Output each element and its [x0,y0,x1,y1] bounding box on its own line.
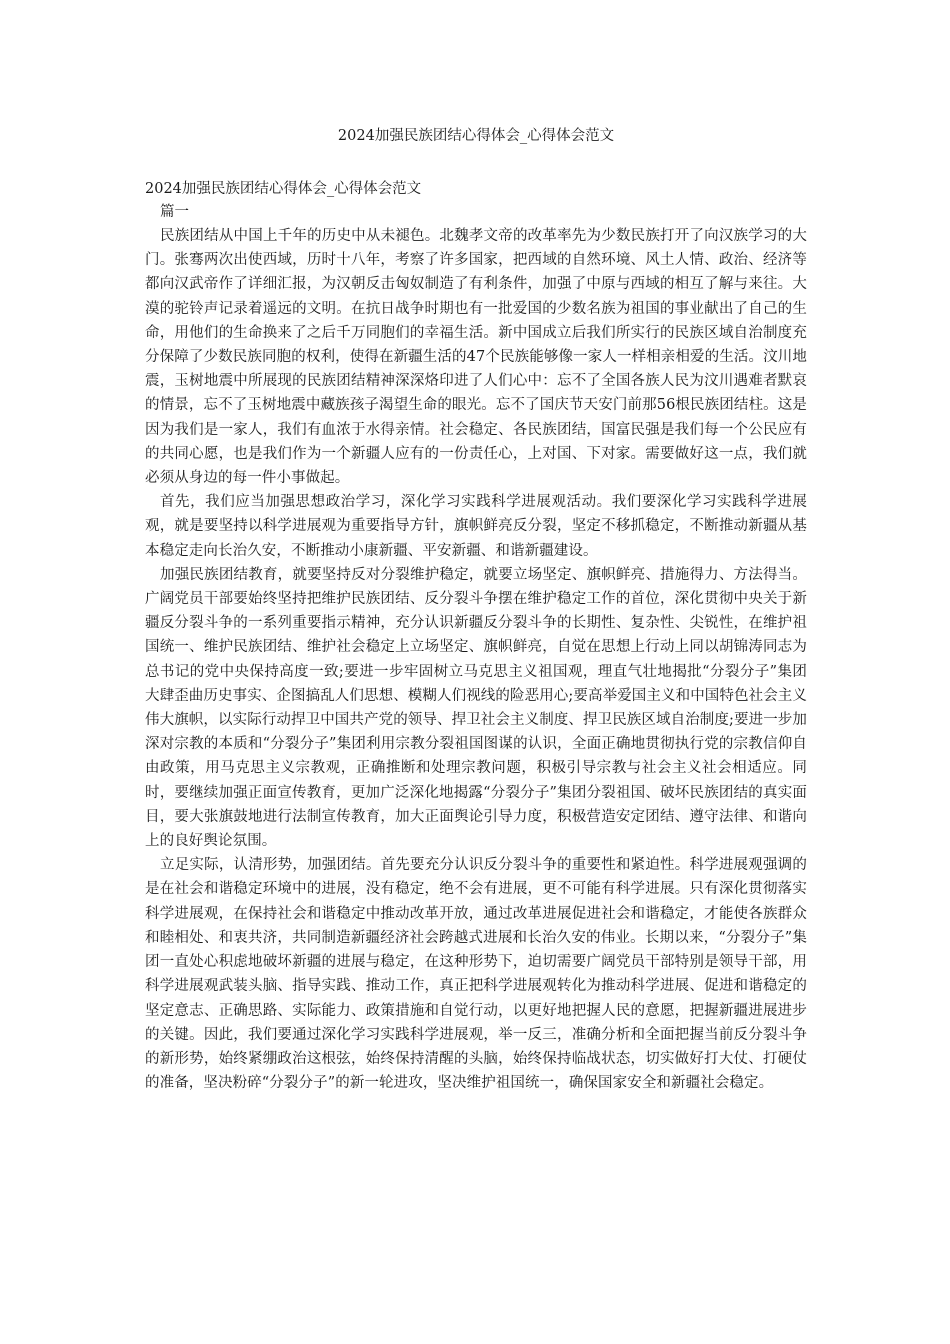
paragraph-3: 加强民族团结教育，就要坚持反对分裂维护稳定，就要立场坚定、旗帜鲜亮、措施得力、方法得当。广阔党员干部要始终坚持把维护民族团结、反分裂斗争摆在维护稳定工作的首位，深化贯彻中央关于新疆反分裂斗争的一系列重要指示精神，充分认识新疆反分裂斗争的长期性、复杂性、尖锐性，在维护祖国统一、维护民族团结、维护社会稳定上立场坚定、旗帜鲜亮，自觉在思想上行动上同以胡锦涛同志为总书记的党中央保持高度一致;要进一步牢固树立马克思主义祖国观，理直气壮地揭批“分裂分子”集团大肆歪曲历史事实、企图搞乱人们思想、模糊人们视线的险恶用心;要高举爱国主义和中国特色社会主义伟大旗帜，以实际行动捍卫中国共产党的领导、捍卫社会主义制度、捍卫民族区域自治制度;要进一步加深对宗教的本质和“分裂分子”集团利用宗教分裂祖国图谋的认识，全面正确地贯彻执行党的宗教信仰自由政策，用马克思主义宗教观，正确推断和处理宗教问题，积极引导宗教与社会主义社会相适应。同时，要继续加强正面宣传教育，更加广泛深化地揭露“分裂分子”集团分裂祖国、破坏民族团结的真实面目，要大张旗鼓地进行法制宣传教育，加大正面舆论引导力度，积极营造安定团结、遵守法律、和谐向上的良好舆论氛围。 [145,566,807,850]
document-title: 2024加强民族团结心得体会_心得体会范文 [337,128,615,144]
paragraph-4: 立足实际，认清形势，加强团结。首先要充分认识反分裂斗争的重要性和紧迫性。科学进展观强调的是在社会和谐稳定环境中的进展，没有稳定，绝不会有进展，更不可能有科学进展。只有深化贯彻落实科学进展观，在保持社会和谐稳定中推动改革开放，通过改革进展促进社会和谐稳定，才能使各族群众和睦相处、和衷共济，共同制造新疆经济社会跨越式进展和长治久安的伟业。长期以来，“分裂分子”集团一直处心积虑地破坏新疆的进展与稳定，在这种形势下，迫切需要广阔党员干部特别是领导干部，用科学进展观武装头脑、指导实践、推动工作，真正把科学进展观转化为推动科学进展、促进和谐稳定的坚定意志、正确思路、实际能力、政策措施和自觉行动，以更好地把握人民的意愿，把握新疆进展进步的关键。因此，我们要通过深化学习实践科学进展观，举一反三，准确分析和全面把握当前反分裂斗争的新形势，始终紧绷政治这根弦，始终保持清醒的头脑，始终保持临战状态，切实做好打大仗、打硬仗的准备，坚决粉碎“分裂分子”的新一轮进攻，坚决维护祖国统一，确保国家安全和新疆社会稳定。 [145,857,807,1092]
document-body [145,224,807,1095]
paragraph-1: 民族团结从中国上千年的历史中从未褪色。北魏孝文帝的改革率先为少数民族打开了向汉族学习的大门。张骞两次出使西域，历时十八年，考察了许多国家，把西域的自然环境、风土人情、政治、经济等都向汉武帝作了详细汇报，为汉朝反击匈奴制造了有利条件，加强了中原与西域的相互了解与来往。大漠的驼铃声记录着遥远的文明。在抗日战争时期也有一批爱国的少数名族为祖国的事业献出了自己的生命，用他们的生命换来了之后千万同胞们的幸福生活。新中国成立后我们所实行的民族区域自治制度充分保障了少数民族同胞的权利，使得在新疆生活的47个民族能够像一家人一样相亲相爱的生活。汶川地震，玉树地震中所展现的民族团结精神深深烙印进了人们心中：忘不了全国各族人民为汶川遇难者默哀的情景，忘不了玉树地震中藏族孩子渴望生命的眼光。忘不了国庆节天安门前那56根民族团结柱。这是因为我们是一家人，我们有血浓于水得亲情。社会稳定、各民族团结，国富民强是我们每一个公民应有的共同心愿，也是我们作为一个新疆人应有的一份责任心，上对国、下对家。需要做好这一点，我们就必须从身边的每一件小事做起。 [145,228,807,487]
paragraph-2: 首先，我们应当加强思想政治学习，深化学习实践科学进展观活动。我们要深化学习实践科学进展观，就是要坚持以科学进展观为重要指导方针，旗帜鲜亮反分裂，坚定不移抓稳定，不断推动新疆从基本稳定走向长治久安，不断推动小康新疆、平安新疆、和谐新疆建设。 [145,494,807,559]
document-subtitle: 2024加强民族团结心得体会_心得体会范文 [145,181,422,197]
section-label: 篇一 [160,204,189,220]
